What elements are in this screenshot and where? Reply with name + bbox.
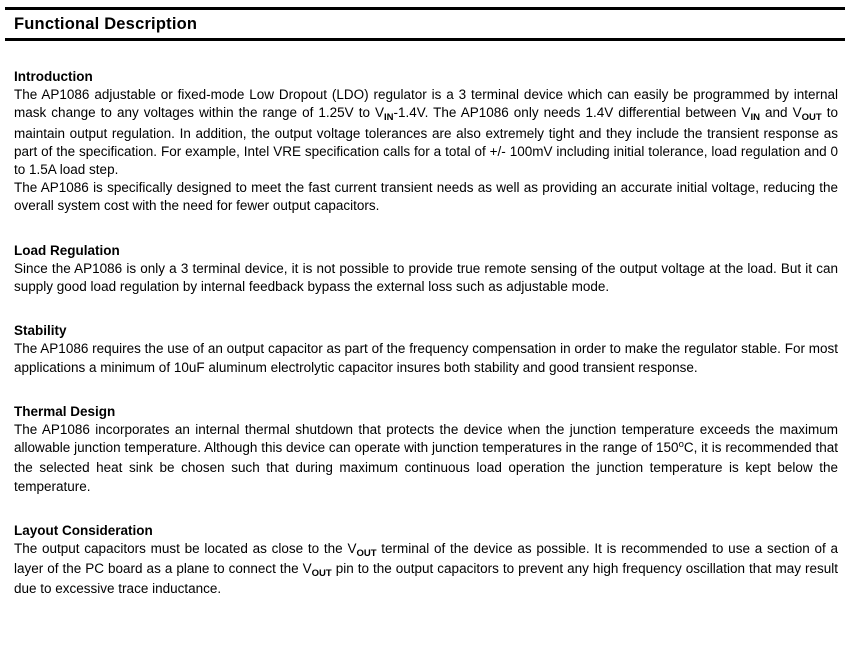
paragraph: The output capacitors must be located as close to the $V_{OUT}$ terminal of the device as possible. It is recommended to use a section of a layer of the PC board as a plane to connect the $V_{OUT}$ pin to the output capacitors to prevent any high frequency oscillation that may result due to excessive trace inductance. [14, 541, 839, 597]
paragraph: Since the AP1086 is only a 3 terminal device, it is not possible to provide true remote sensing of the output voltage at the load. But it can supply good load regulation by internal feedback bypass the external loss such as adjustable mode. [14, 260, 838, 295]
section-heading: Layout Consideration [14, 522, 153, 538]
paragraph: The AP1086 is specifically designed to meet the fast current transient needs as well as providing an accurate initial voltage, reducing the overall system cost with the need for fewer output capacitors. [14, 180, 838, 214]
section-heading: Load Regulation [14, 242, 120, 258]
section-stability [14, 322, 838, 377]
document-body [0, 41, 850, 599]
page-title: Functional Description [14, 15, 198, 33]
paragraph: The AP1086 incorporates an internal thermal shutdown that protects the device when the junction temperature exceeds the maximum allowable junction temperature. Although this device can operate with junction temperatures in the range of 150$^o$C, it is recommended that the selected heat sink be chosen such that during maximum continuous load operation the junction temperature is kept below the temperature. [14, 422, 838, 494]
paragraph: The AP1086 adjustable or fixed-mode Low Dropout (LDO) regulator is a 3 terminal device which can easily be programmed by internal mask change to any voltages within the range of 1.25V to $V_{IN}-1.4V$. The AP1086 only needs 1.4V differential between $V_{IN}$ and $V_{OUT}$ to maintain output regulation. In addition, the output voltage tolerances are also extremely tight and they include the transient response as part of the specification. For example, Intel VRE specification calls for a total of +/- 100mV including initial tolerance, load regulation and 0 to 1.5A load step. [14, 87, 838, 178]
section-introduction [14, 68, 838, 216]
section-load-regulation [14, 242, 838, 297]
section-heading: Thermal Design [14, 403, 116, 419]
section-thermal-design [14, 403, 838, 496]
section-heading: Stability [14, 323, 67, 339]
section-heading: Introduction [14, 69, 93, 84]
section-title-bar [5, 7, 845, 41]
paragraph: The AP1086 requires the use of an output capacitor as part of the frequency compensation in order to make the regulator stable. For most applications a minimum of 10uF aluminum electrolytic capacitor insures both stability and good transient response. [14, 341, 838, 375]
section-layout-consideration [14, 522, 838, 599]
